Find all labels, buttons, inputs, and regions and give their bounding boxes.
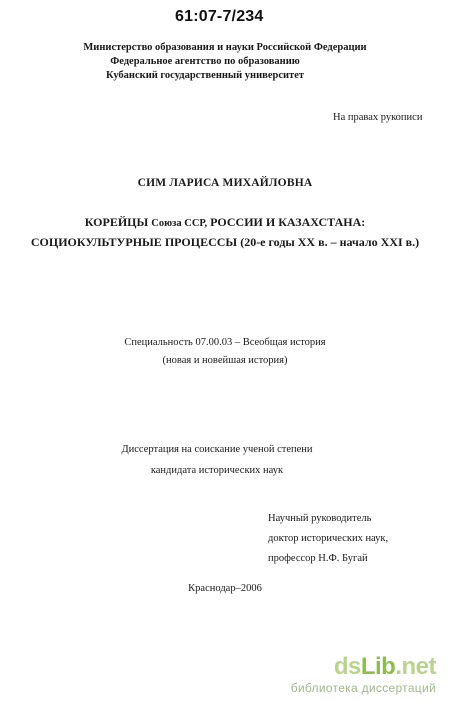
city-year: Краснодар–2006 xyxy=(188,583,262,594)
dslib-logo: dsLib.net xyxy=(333,653,436,680)
advisor-role: Научный руководитель xyxy=(268,513,372,524)
agency-line: Федеральное агентство по образованию xyxy=(110,56,300,67)
author-name: СИМ ЛАРИСА МИХАЙЛОВНА xyxy=(137,177,313,189)
advisor-name: профессор Н.Ф. Бугай xyxy=(268,553,368,564)
dissertation-title xyxy=(0,213,450,252)
title-line-2: СОЦИОКУЛЬТУРНЫЕ ПРОЦЕССЫ (20-е годы XX в. – начало XXI в.) xyxy=(30,235,420,249)
title-part-koreans: КОРЕЙЦЫ xyxy=(84,215,149,229)
title-part-ussr: Союза ССР, xyxy=(151,218,208,229)
watermark xyxy=(291,655,436,695)
document-code: 61:07-7/234 xyxy=(175,8,264,25)
specialty-line: Специальность 07.00.03 – Всеобщая история xyxy=(124,337,326,348)
ministry-block xyxy=(0,41,450,83)
university-line: Кубанский государственный университет xyxy=(105,70,305,81)
advisor-degree: доктор исторических наук, xyxy=(268,533,389,544)
degree-subline: кандидата исторических наук xyxy=(150,465,284,476)
specialty-subline: (новая и новейшая история) xyxy=(162,355,288,366)
degree-block xyxy=(0,439,450,481)
specialty-block xyxy=(0,334,450,370)
advisor-block xyxy=(268,509,388,569)
title-line-1 xyxy=(0,213,450,233)
rights-notice: На правах рукописи xyxy=(333,112,423,123)
ministry-line: Министерство образования и науки Российской Федерации xyxy=(83,42,367,53)
title-part-countries: РОССИИ И КАЗАХСТАНА: xyxy=(210,215,366,229)
watermark-subtitle: библиотека диссертаций xyxy=(290,681,436,695)
degree-line: Диссертация на соискание ученой степени xyxy=(121,444,313,455)
